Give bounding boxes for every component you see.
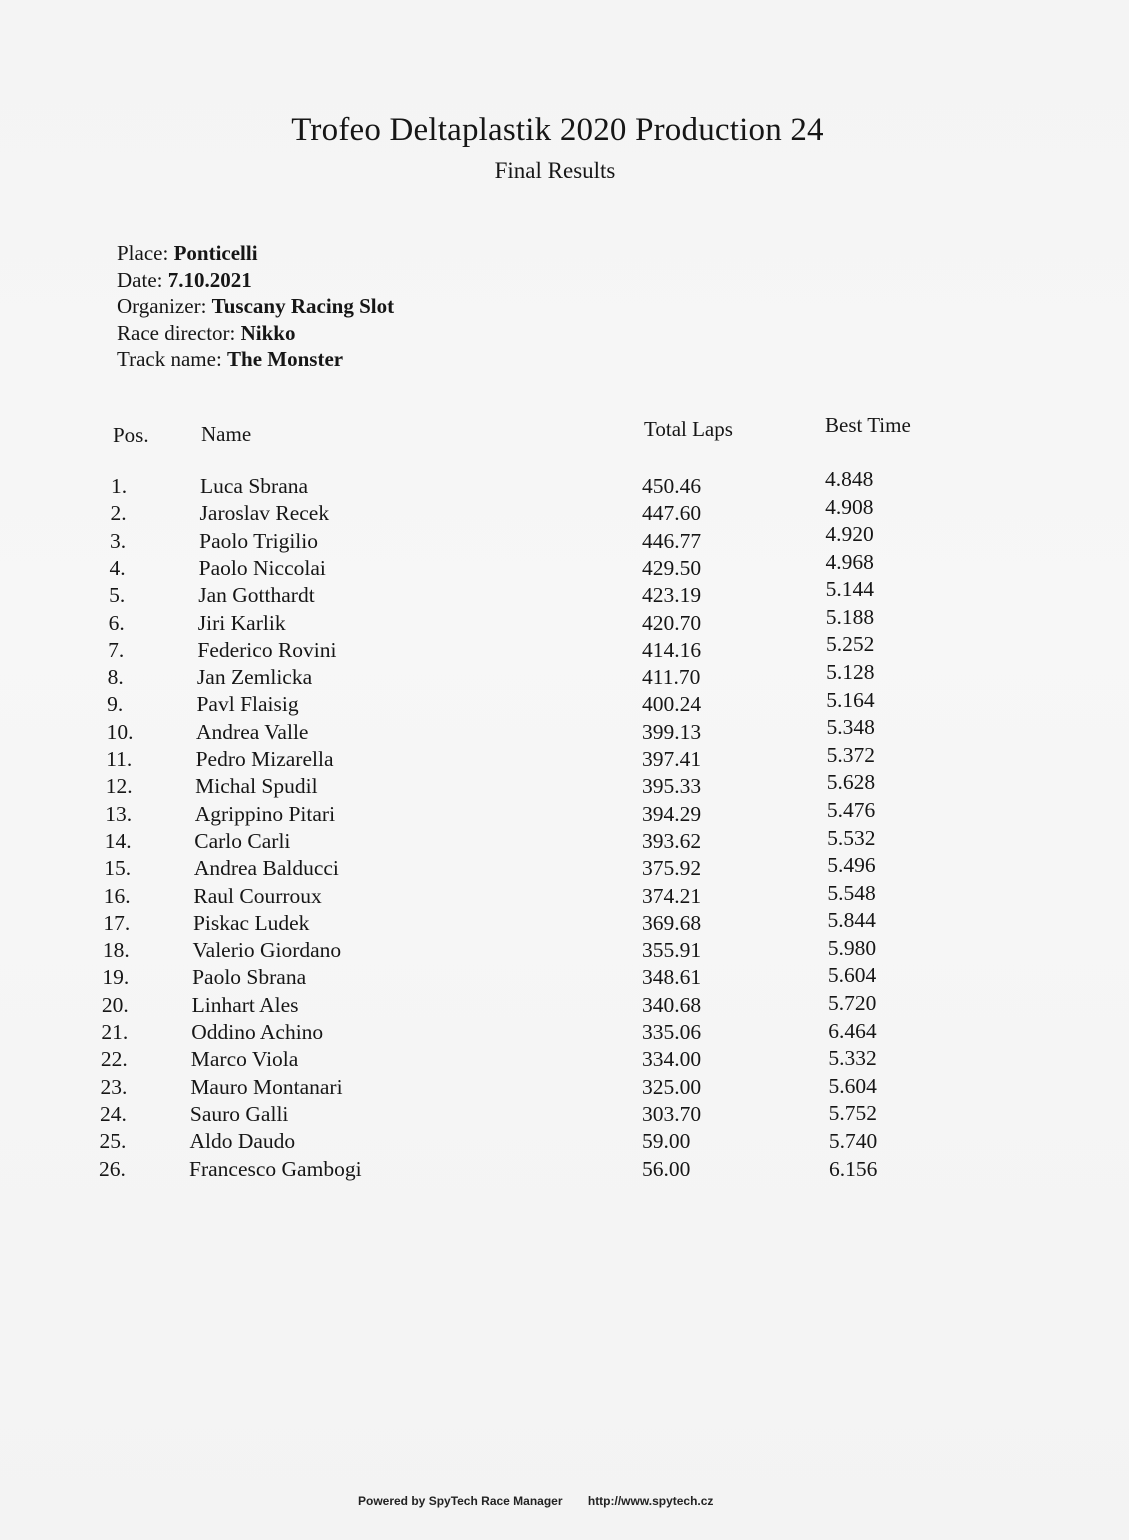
- organizer-label: Organizer:: [117, 294, 207, 318]
- row-total-laps: 411.70: [642, 665, 701, 690]
- row-driver-name: Aldo Daudo: [189, 1129, 296, 1154]
- footer-url: http://www.spytech.cz: [587, 1494, 714, 1508]
- row-driver-name: Francesco Gambogi: [189, 1156, 362, 1181]
- table-row: [0, 687, 1129, 720]
- row-total-laps: 375.92: [642, 856, 702, 881]
- row-driver-name: Paolo Niccolai: [198, 555, 326, 580]
- row-position: 6.: [108, 610, 125, 635]
- row-position: 10.: [106, 719, 134, 744]
- row-position: 24.: [99, 1101, 127, 1126]
- column-header-pos: Pos.: [113, 423, 149, 447]
- row-best-time: 4.908: [825, 494, 874, 519]
- organizer-value: Tuscany Racing Slot: [211, 294, 395, 318]
- row-driver-name: Jaroslav Recek: [199, 501, 330, 526]
- row-best-time: 5.628: [826, 770, 876, 795]
- row-best-time: 5.332: [828, 1046, 877, 1071]
- row-total-laps: 414.16: [642, 637, 702, 662]
- row-position: 11.: [106, 747, 133, 771]
- row-total-laps: 56.00: [642, 1156, 691, 1181]
- row-total-laps: 395.33: [642, 774, 702, 799]
- row-position: 20.: [101, 992, 129, 1017]
- row-total-laps: 369.68: [642, 910, 702, 935]
- page-title: Trofeo Deltaplastik 2020 Production 24: [291, 112, 824, 148]
- row-best-time: 5.476: [826, 797, 876, 822]
- table-row: [0, 853, 1129, 884]
- row-driver-name: Raul Courroux: [193, 883, 322, 908]
- row-position: 16.: [103, 883, 131, 908]
- row-position: 12.: [105, 774, 133, 799]
- row-total-laps: 429.50: [642, 555, 702, 580]
- row-position: 3.: [110, 528, 127, 553]
- table-row: [0, 797, 1129, 830]
- row-driver-name: Sauro Galli: [189, 1101, 289, 1126]
- track-label: Track name:: [117, 347, 222, 371]
- row-total-laps: 334.00: [642, 1047, 702, 1072]
- row-best-time: 5.604: [827, 963, 877, 988]
- table-row: [0, 494, 1129, 529]
- row-total-laps: 399.13: [642, 719, 702, 744]
- column-header-laps: Total Laps: [644, 417, 733, 441]
- row-best-time: 5.164: [826, 687, 875, 712]
- row-position: 23.: [100, 1074, 128, 1099]
- table-row: [0, 632, 1129, 666]
- table-row: [0, 1047, 1129, 1075]
- row-total-laps: 393.62: [642, 828, 702, 853]
- table-row: [0, 467, 1129, 502]
- table-row: [0, 935, 1129, 966]
- row-driver-name: Mauro Montanari: [190, 1074, 343, 1099]
- track-value: The Monster: [227, 347, 344, 371]
- table-row: [0, 577, 1129, 611]
- row-best-time: 5.752: [828, 1101, 878, 1126]
- row-total-laps: 59.00: [642, 1129, 691, 1154]
- row-position: 17.: [103, 910, 131, 935]
- row-driver-name: Agrippino Pitari: [194, 801, 336, 826]
- row-total-laps: 374.21: [642, 883, 702, 908]
- row-position: 18.: [102, 938, 130, 963]
- row-position: 15.: [104, 856, 132, 881]
- row-driver-name: Oddino Achino: [191, 1020, 324, 1044]
- row-position: 19.: [102, 965, 130, 990]
- row-best-time: 5.144: [825, 577, 874, 602]
- table-row: [0, 825, 1129, 857]
- row-position: 8.: [107, 665, 124, 690]
- row-position: 13.: [105, 801, 133, 826]
- place-label: Place:: [117, 241, 169, 265]
- table-row: [0, 715, 1129, 748]
- row-total-laps: 340.68: [642, 992, 702, 1017]
- row-best-time: 5.496: [827, 853, 876, 878]
- date-value: 7.10.2021: [167, 267, 252, 292]
- row-best-time: 5.740: [828, 1128, 878, 1153]
- row-total-laps: 348.61: [642, 965, 702, 990]
- row-best-time: 5.128: [826, 660, 875, 685]
- row-position: 9.: [107, 692, 124, 717]
- row-total-laps: 394.29: [642, 801, 702, 826]
- row-best-time: 5.604: [828, 1073, 877, 1098]
- column-header-name: Name: [201, 422, 252, 446]
- column-header-best-time: Best Time: [825, 413, 911, 437]
- table-row: [0, 993, 1129, 1021]
- powered-by-text: Powered by SpyTech Race Manager: [358, 1494, 563, 1508]
- row-position: 4.: [109, 555, 126, 580]
- row-total-laps: 400.24: [642, 692, 702, 717]
- row-best-time: 5.844: [827, 908, 876, 933]
- row-position: 14.: [104, 828, 132, 853]
- table-row: [0, 880, 1129, 912]
- row-total-laps: 447.60: [642, 501, 702, 526]
- row-driver-name: Michal Spudil: [195, 774, 318, 799]
- table-row: [0, 965, 1129, 993]
- row-driver-name: Luca Sbrana: [200, 474, 309, 498]
- row-best-time: 5.720: [828, 991, 877, 1016]
- row-driver-name: Linhart Ales: [191, 992, 299, 1017]
- footer: [358, 1494, 713, 1508]
- row-best-time: 4.968: [825, 549, 874, 574]
- row-total-laps: 450.46: [642, 474, 702, 498]
- row-total-laps: 446.77: [642, 528, 702, 553]
- date-label: Date:: [117, 267, 163, 292]
- director-label: Race director:: [117, 320, 236, 345]
- row-position: 5.: [109, 583, 126, 608]
- row-position: 22.: [100, 1047, 128, 1072]
- row-total-laps: 355.91: [642, 938, 702, 963]
- row-best-time: 6.464: [828, 1018, 877, 1043]
- table-row: [0, 1157, 1129, 1185]
- row-driver-name: Piskac Ludek: [192, 910, 310, 935]
- row-total-laps: 303.70: [642, 1101, 702, 1126]
- row-driver-name: Jiri Karlik: [197, 610, 286, 635]
- row-best-time: 6.156: [829, 1156, 878, 1181]
- row-driver-name: Jan Gotthardt: [198, 583, 315, 608]
- row-best-time: 5.980: [827, 935, 877, 960]
- row-driver-name: Andrea Balducci: [193, 856, 339, 881]
- row-position: 21.: [101, 1020, 129, 1044]
- row-total-laps: 423.19: [642, 583, 702, 608]
- row-driver-name: Paolo Trigilio: [199, 528, 318, 553]
- table-row: [0, 770, 1129, 802]
- row-total-laps: 335.06: [642, 1020, 702, 1044]
- row-driver-name: Jan Zemlicka: [196, 665, 313, 690]
- row-driver-name: Federico Rovini: [197, 637, 337, 662]
- row-total-laps: 420.70: [642, 610, 702, 635]
- row-total-laps: 325.00: [642, 1074, 702, 1099]
- row-driver-name: Andrea Valle: [196, 719, 309, 744]
- page-subtitle: Final Results: [494, 158, 616, 183]
- row-best-time: 5.372: [826, 742, 875, 767]
- table-row: [0, 549, 1129, 584]
- row-driver-name: Carlo Carli: [194, 828, 291, 853]
- table-row: [0, 1075, 1129, 1103]
- table-row: [0, 1102, 1129, 1130]
- row-position: 26.: [99, 1156, 126, 1181]
- row-driver-name: Valerio Giordano: [192, 938, 342, 963]
- table-row: [0, 1020, 1129, 1048]
- row-driver-name: Pavl Flaisig: [196, 692, 299, 717]
- table-row: [0, 742, 1129, 775]
- table-row: [0, 1129, 1129, 1157]
- director-value: Nikko: [240, 320, 296, 345]
- place-value: Ponticelli: [173, 241, 258, 265]
- table-row: [0, 660, 1129, 693]
- table-row: [0, 522, 1129, 557]
- table-row: [0, 604, 1129, 639]
- table-row: [0, 908, 1129, 939]
- row-best-time: 5.252: [825, 632, 875, 657]
- row-position: 25.: [99, 1129, 127, 1154]
- row-driver-name: Marco Viola: [190, 1047, 299, 1072]
- row-position: 1.: [111, 474, 128, 498]
- row-best-time: 5.548: [827, 880, 876, 905]
- row-best-time: 5.532: [827, 825, 876, 850]
- row-best-time: 5.188: [825, 604, 875, 629]
- row-best-time: 4.920: [825, 522, 874, 547]
- row-position: 7.: [108, 637, 125, 662]
- row-position: 2.: [110, 501, 127, 526]
- row-best-time: 4.848: [825, 467, 874, 491]
- row-driver-name: Pedro Mizarella: [195, 747, 334, 771]
- row-best-time: 5.348: [826, 715, 875, 740]
- row-total-laps: 397.41: [642, 747, 702, 771]
- row-driver-name: Paolo Sbrana: [192, 965, 307, 990]
